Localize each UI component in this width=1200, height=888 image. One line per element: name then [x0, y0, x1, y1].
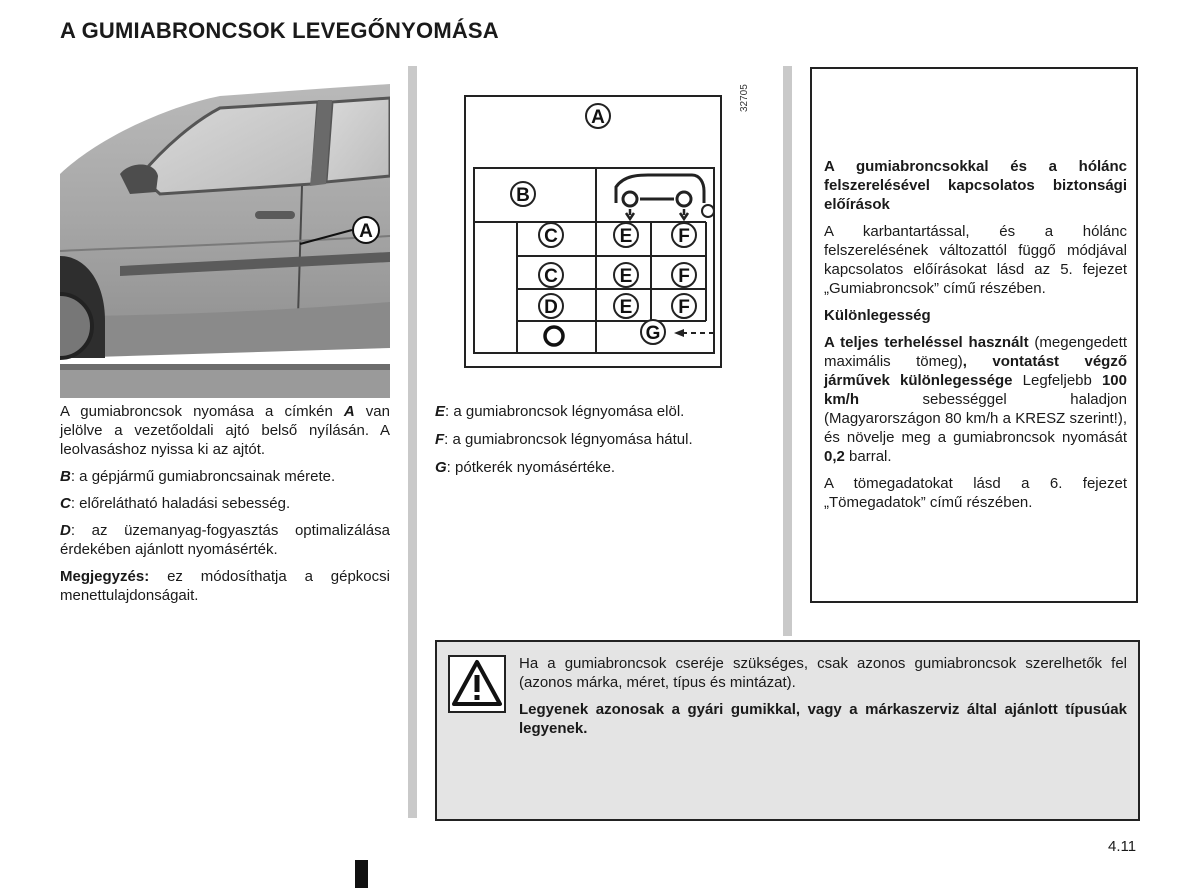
- column-divider-right: [783, 66, 792, 636]
- car-door-figure: [60, 66, 390, 398]
- figure-code-label: 32705: [739, 84, 750, 112]
- page-title: A GUMIABRONCSOK LEVEGŐNYOMÁSA: [60, 18, 499, 43]
- spare-wheel-icon: [545, 327, 563, 345]
- note-paragraph: Megjegyzés: ez módosíthatja a gépkocsi menettulajdonságait.: [60, 568, 390, 604]
- legend-e: E: a gumiabroncsok légnyomása elöl.: [435, 403, 685, 420]
- legend-b: B: a gépjármű gumiabroncsainak mérete.: [60, 468, 336, 485]
- label-a: A: [591, 107, 605, 128]
- safety-paragraph-1: A karbantartással, és a hólánc felszerelésének változattól függő módjával kapcsolatos előírásokat lásd az 5. fejezet „Gumiabroncsok” című részében.: [824, 223, 1127, 297]
- label-f-2: F: [678, 266, 690, 287]
- safety-notes-box: [810, 67, 1138, 603]
- legend-g: G: pótkerék nyomásértéke.: [435, 459, 616, 476]
- label-f-1: F: [678, 226, 690, 247]
- label-c-2: C: [544, 266, 558, 287]
- label-f-3: F: [678, 297, 690, 318]
- legend-c: C: előrelátható haladási sebesség.: [60, 495, 291, 512]
- special-heading: Különlegesség: [824, 307, 931, 324]
- tyre-label-diagram: [464, 95, 722, 368]
- warning-triangle-icon: [448, 655, 506, 713]
- legend-f: F: a gumiabroncsok légnyomása hátul.: [435, 431, 693, 448]
- warning-box: [435, 640, 1140, 821]
- car-callout-a: A: [359, 221, 373, 242]
- middle-column-text: [435, 402, 765, 485]
- label-g: G: [645, 323, 661, 344]
- warning-paragraph-1: Ha a gumiabroncsok cseréje szükséges, csak azonos gumiabroncsok szerelhetők fel (azonos márka, méret, típus és mintázat).: [519, 655, 1127, 691]
- weights-paragraph: A tömegadatokat lásd a 6. fejezet „Tömegadatok” című részében.: [824, 475, 1127, 511]
- warning-paragraph-2: Legyenek azonosak a gyári gumikkal, vagy a márkaszerviz által ajánlott típusúak legyenek.: [519, 701, 1127, 737]
- safety-heading: A gumiabroncsokkal és a hólánc felszerelésével kapcsolatos biztonsági előírások: [824, 158, 1127, 213]
- intro-paragraph: A gumiabroncsok nyomása a címkén A van jelölve a vezetőoldali ajtó belső nyílásán. A leolvasáshoz nyissa ki az ajtót.: [60, 403, 390, 458]
- column-divider-left: [408, 66, 417, 818]
- label-d: D: [544, 297, 558, 318]
- special-paragraph: A teljes terheléssel használt (megengedett maximális tömeg), vontatást végző járművek különlegessége Legfeljebb 100 km/h sebességgel haladjon (Magyarországon 80 km/h a KRESZ szerint!), és növelje meg a gumiabroncsok nyomását 0,2 barral.: [824, 334, 1127, 465]
- label-b: B: [516, 185, 530, 206]
- label-e-3: E: [619, 297, 633, 318]
- left-column-text: [60, 402, 390, 613]
- label-e-2: E: [619, 266, 633, 287]
- bottom-crop-mark: [355, 860, 368, 888]
- label-c-1: C: [544, 226, 558, 247]
- label-e-1: E: [619, 226, 633, 247]
- legend-d: D: az üzemanyag-fogyasztás optimalizálása érdekében ajánlott nyomásérték.: [60, 522, 390, 558]
- page-number: 4.11: [1108, 838, 1137, 855]
